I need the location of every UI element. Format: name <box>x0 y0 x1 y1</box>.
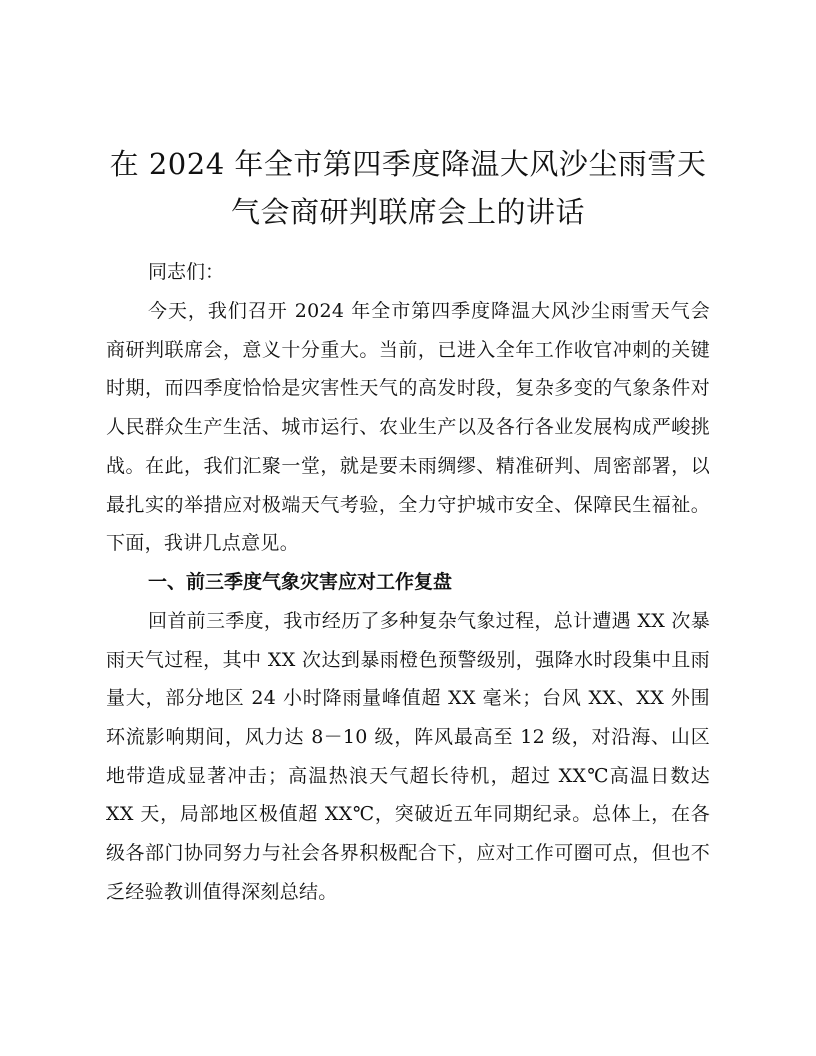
document-title <box>106 140 710 236</box>
paragraph-review: 回首前三季度，我市经历了多种复杂气象过程，总计遭遇 XX 次暴雨天气过程，其中 XX 次达到暴雨橙色预警级别，强降水时段集中且雨量大，部分地区 24 小时降雨量峰值超 XX 毫米；台风 XX、XX 外围环流影响期间，风力达 8－10 级，阵风最高至 12 级，对沿海、山区地带造成显著冲击；高温热浪天气超长待机，超过 XX℃高温日数达 XX 天，局部地区极值超 XX℃，突破近五年同期纪录。总体上，在各级各部门协同努力与社会各界积极配合下，应对工作可圈可点，但也不乏经验教训值得深刻总结。 <box>106 609 710 903</box>
paragraph-opening: 今天，我们召开 2024 年全市第四季度降温大风沙尘雨雪天气会商研判联席会，意义十分重大。当前，已进入全年工作收官冲刺的关键时期，而四季度恰恰是灾害性天气的高发时段，复杂多变的气象条件对人民群众生产生活、城市运行、农业生产以及各行各业发展构成严峻挑战。在此，我们汇聚一堂，就是要未雨绸缪、精准研判、周密部署，以最扎实的举措应对极端天气考验，全力守护城市安全、保障民生福祉。下面，我讲几点意见。 <box>106 300 710 555</box>
section-heading: 一、前三季度气象灾害应对工作复盘 <box>148 570 453 593</box>
title-line-2: 气会商研判联席会上的讲话 <box>230 195 585 229</box>
salutation: 同志们： <box>148 261 225 283</box>
title-line-1: 在 2024 年全市第四季度降温大风沙尘雨雪天 <box>109 147 707 181</box>
document-page <box>106 140 710 912</box>
